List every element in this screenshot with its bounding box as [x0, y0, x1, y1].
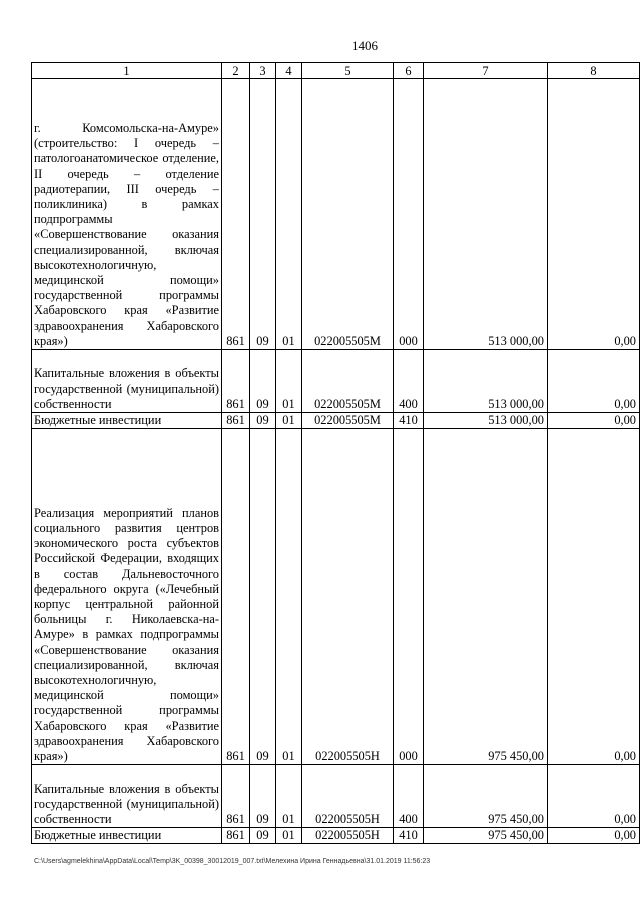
cell-ministry: 861: [222, 350, 250, 413]
row-name: Бюджетные инвестиции: [32, 413, 222, 429]
cell-target-article: 022005505Н: [302, 765, 394, 828]
cell-expense-type: 000: [394, 429, 424, 765]
cell-section: 09: [250, 79, 276, 350]
cell-amount: 513 000,00: [424, 350, 548, 413]
cell-ministry: 861: [222, 429, 250, 765]
cell-amount: 975 450,00: [424, 765, 548, 828]
cell-section: 09: [250, 429, 276, 765]
budget-table: [31, 62, 640, 844]
cell-target-article: 022005505Н: [302, 828, 394, 844]
cell-target-article: 022005505М: [302, 413, 394, 429]
table-row: [32, 413, 640, 429]
row-name: Капитальные вложения в объекты государственной (муниципальной) собственности: [32, 765, 222, 828]
page-number: 1406: [352, 38, 378, 53]
row-name: Реализация мероприятий планов социального развития центров экономического роста субъектов Российской Федерации, входящих в состав Дальневосточного федерального округа («Лечебный корпус центральной районной больницы г. Николаевска-на-Амуре» в рамках подпрограммы «Совершенствование оказания специализированной, включая высокотехнологичную, медицинской помощи» государственной программы Хабаровского края «Развитие здравоохранения Хабаровского края»): [32, 429, 222, 765]
column-header: 2: [222, 63, 250, 79]
table-row: [32, 79, 640, 350]
cell-subsection: 01: [276, 79, 302, 350]
table-header-row: [32, 63, 640, 79]
cell-amount: 513 000,00: [424, 413, 548, 429]
cell-amount-2: 0,00: [548, 429, 640, 765]
cell-amount-2: 0,00: [548, 79, 640, 350]
cell-expense-type: 000: [394, 79, 424, 350]
cell-expense-type: 400: [394, 350, 424, 413]
column-header: 5: [302, 63, 394, 79]
cell-amount-2: 0,00: [548, 828, 640, 844]
cell-amount-2: 0,00: [548, 765, 640, 828]
cell-target-article: 022005505М: [302, 79, 394, 350]
row-name: Капитальные вложения в объекты государственной (муниципальной) собственности: [32, 350, 222, 413]
cell-expense-type: 410: [394, 828, 424, 844]
table-row: [32, 828, 640, 844]
column-header: 4: [276, 63, 302, 79]
cell-amount: 513 000,00: [424, 79, 548, 350]
cell-subsection: 01: [276, 413, 302, 429]
cell-amount: 975 450,00: [424, 828, 548, 844]
table-row: [32, 765, 640, 828]
cell-ministry: 861: [222, 765, 250, 828]
row-name: г. Комсомольска-на-Амуре» (строительство: I очередь – патологоанатомическое отделение, II очередь – отделение радиотерапии, III очередь – поликлиника) в рамках подпрограммы «Совершенствование оказания специализированной, включая высокотехнологичную, медицинской помощи» государственной программы Хабаровского края «Развитие здравоохранения Хабаровского края»): [32, 79, 222, 350]
cell-amount-2: 0,00: [548, 350, 640, 413]
table-row: [32, 429, 640, 765]
column-header: 3: [250, 63, 276, 79]
file-path-footer: C:\Users\agmelekhina\AppData\Local\Temp\3K_00398_30012019_007.txt\Мелехина Ирина Геннадьевна\31.01.2019 11:56:23: [34, 858, 431, 865]
cell-subsection: 01: [276, 765, 302, 828]
column-header: 8: [548, 63, 640, 79]
cell-ministry: 861: [222, 79, 250, 350]
cell-amount: 975 450,00: [424, 429, 548, 765]
cell-ministry: 861: [222, 828, 250, 844]
cell-section: 09: [250, 350, 276, 413]
column-header: 6: [394, 63, 424, 79]
cell-subsection: 01: [276, 350, 302, 413]
row-name: Бюджетные инвестиции: [32, 828, 222, 844]
cell-target-article: 022005505Н: [302, 429, 394, 765]
cell-expense-type: 410: [394, 413, 424, 429]
cell-subsection: 01: [276, 828, 302, 844]
cell-ministry: 861: [222, 413, 250, 429]
cell-expense-type: 400: [394, 765, 424, 828]
cell-target-article: 022005505М: [302, 350, 394, 413]
cell-subsection: 01: [276, 429, 302, 765]
cell-section: 09: [250, 765, 276, 828]
column-header: 7: [424, 63, 548, 79]
cell-section: 09: [250, 413, 276, 429]
cell-section: 09: [250, 828, 276, 844]
table-row: [32, 350, 640, 413]
cell-amount-2: 0,00: [548, 413, 640, 429]
column-header: 1: [32, 63, 222, 79]
